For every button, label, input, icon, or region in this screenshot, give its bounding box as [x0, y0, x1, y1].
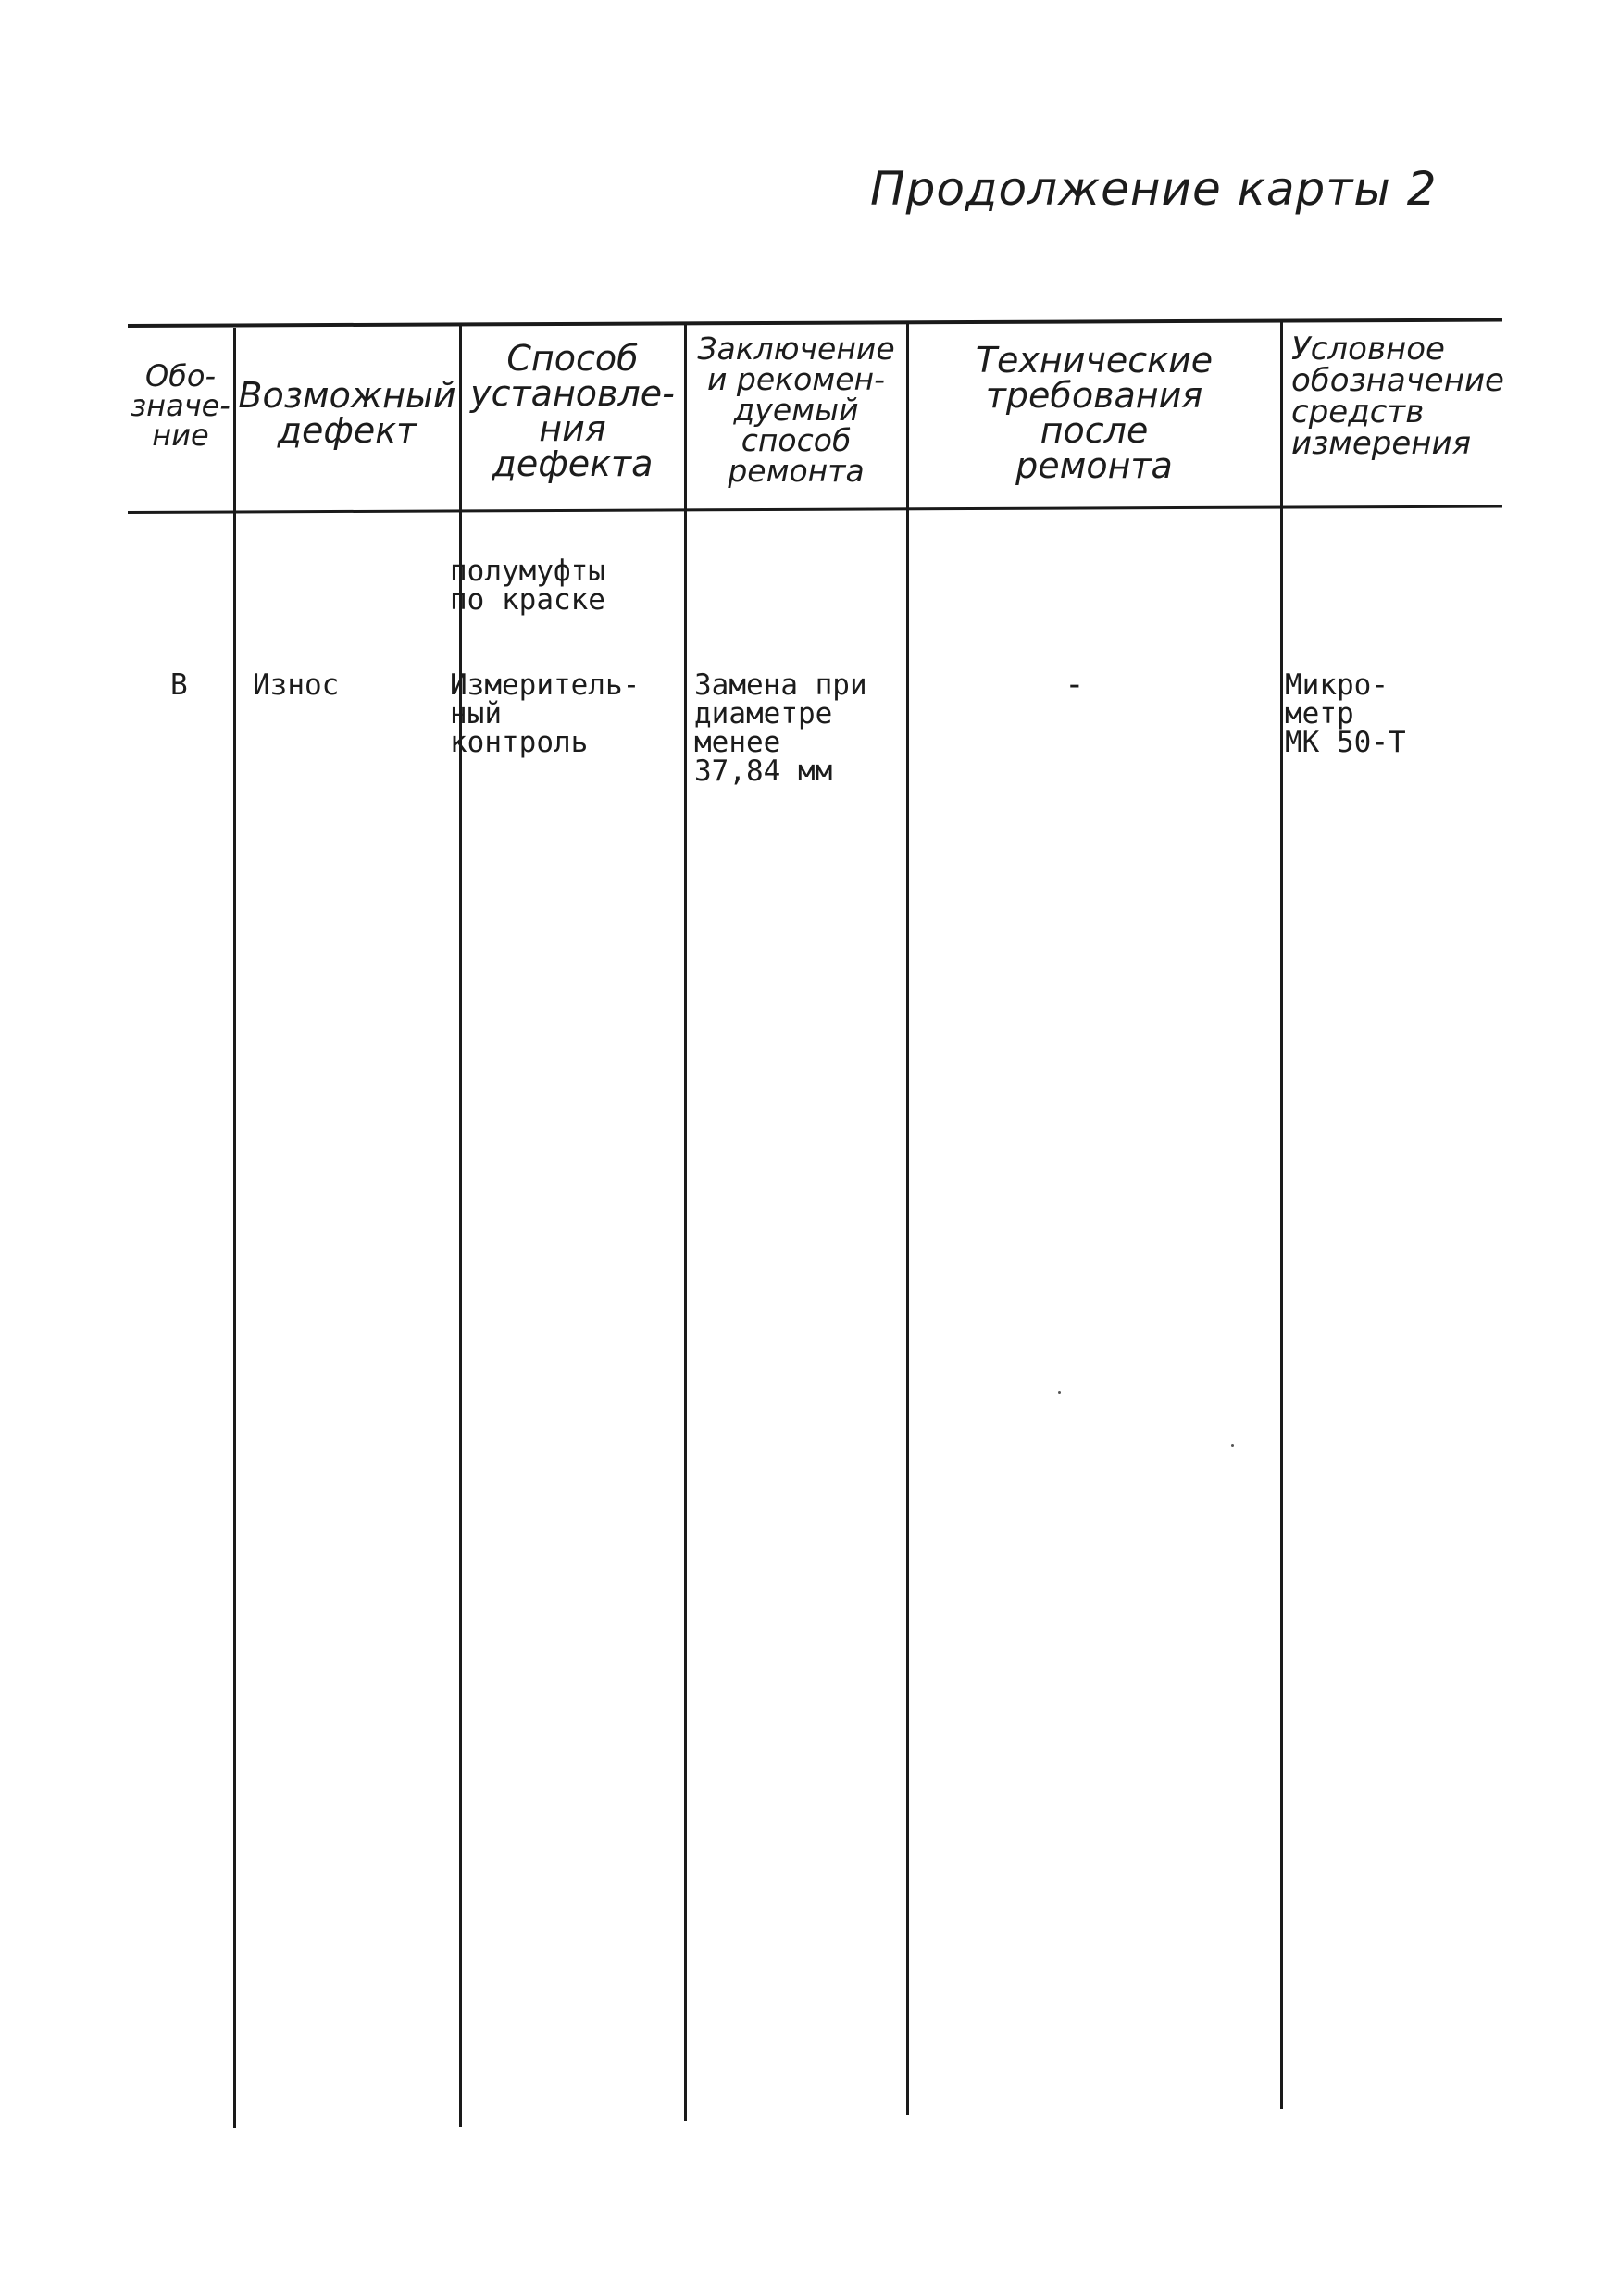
row-instrument: Микро- метр МК 50-Т — [1285, 668, 1406, 759]
header-instrument: Условное обозначение средств измерения — [1291, 331, 1504, 462]
header-repair: Заключение и рекомен- дуемый способ ремонта — [697, 331, 895, 489]
header-defect: Возможный дефект — [238, 375, 456, 451]
table-header-rule — [128, 505, 1502, 514]
row-repair: Замена при диаметре менее 37,84 мм — [694, 668, 867, 788]
column-divider-1 — [233, 328, 236, 2128]
row-designation: В — [170, 668, 188, 702]
row-defect: Износ — [253, 668, 340, 702]
column-divider-5 — [1280, 322, 1283, 2109]
header-designation: Обо- значе- ние — [131, 358, 230, 453]
pre-row-method: полумуфты по краске — [450, 555, 605, 617]
row-method: Измеритель- ный контроль — [450, 668, 641, 759]
row-requirements: - — [1065, 666, 1085, 704]
column-divider-3 — [684, 325, 687, 2121]
scan-speck — [1058, 1391, 1061, 1394]
header-method: Способ установле- ния дефекта — [470, 338, 675, 484]
column-divider-4 — [906, 324, 909, 2115]
table-top-rule — [128, 318, 1502, 328]
scan-speck — [1231, 1444, 1234, 1447]
header-requirements: Технические требования после ремонта — [975, 340, 1214, 486]
page-title: Продолжение карты 2 — [870, 162, 1438, 216]
